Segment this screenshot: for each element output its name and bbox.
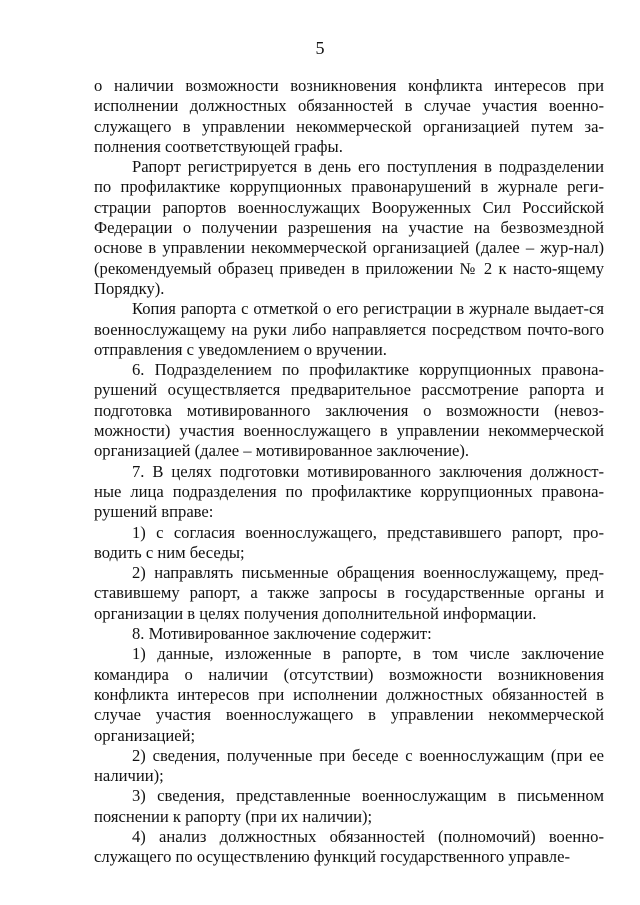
paragraph-8: 8. Мотивированное заключение содержит:	[132, 624, 432, 644]
paragraph-11: 3) сведения, представленные военнослужащим в письменном пояснении к рапорту (при их наличии);	[94, 786, 604, 826]
paragraph-1: о наличии возможности возникновения конфликта интересов при исполнении должностных обязанностей в случае участия военно-служащего в управлении некоммерческой организацией путем за-полнения соответствующей графы.	[94, 76, 604, 156]
paragraph-3: Копия рапорта с отметкой о его регистрации в журнале выдает-ся военнослужащему на руки либо направляется посредством почто-вого отправления с уведомлением о вручении.	[94, 299, 604, 359]
paragraph-6: 1) с согласия военнослужащего, представившего рапорт, про-водить с ним беседы;	[94, 522, 604, 562]
body-text	[94, 76, 604, 868]
paragraph-4: 6. Подразделением по профилактике коррупционных правона-рушений осуществляется предварительное рассмотрение рапорта и подготовка мотивированного заключения о возможности (невоз-можности) участия военнослужащего в управлении некоммерческой организацией (далее – мотивированное заключение).	[94, 360, 604, 461]
paragraph-7: 2) направлять письменные обращения военнослужащему, пред-ставившему рапорт, а также запросы в государственные органы и организации в целях получения дополнительной информации.	[94, 563, 604, 623]
paragraph-9: 1) данные, изложенные в рапорте, в том числе заключение командира о наличии (отсутствии) возможности возникновения конфликта интересов при исполнении должностных обязанностей в случае участия военнослужащего в управлении некоммерческой организацией;	[94, 644, 604, 745]
paragraph-5: 7. В целях подготовки мотивированного заключения должност-ные лица подразделения по профилактике коррупционных правона-рушений вправе:	[94, 461, 604, 522]
paragraph-2: Рапорт регистрируется в день его поступления в подразделении по профилактике коррупционных правонарушений в журнале реги-страции рапортов военнослужащих Вооруженных Сил Российской Федерации о получении разрешения на участие на безвозмездной основе в управлении некоммерческой организацией (далее – жур-нал) (рекомендуемый образец приведен в приложении № 2 к насто-ящему Порядку).	[94, 157, 604, 298]
paragraph-12: 4) анализ должностных обязанностей (полномочий) военно-служащего по осуществлению функций государственного управле-	[94, 826, 604, 867]
page-number: 5	[315, 38, 325, 58]
paragraph-10: 2) сведения, полученные при беседе с военнослужащим (при ее наличии);	[94, 745, 604, 786]
